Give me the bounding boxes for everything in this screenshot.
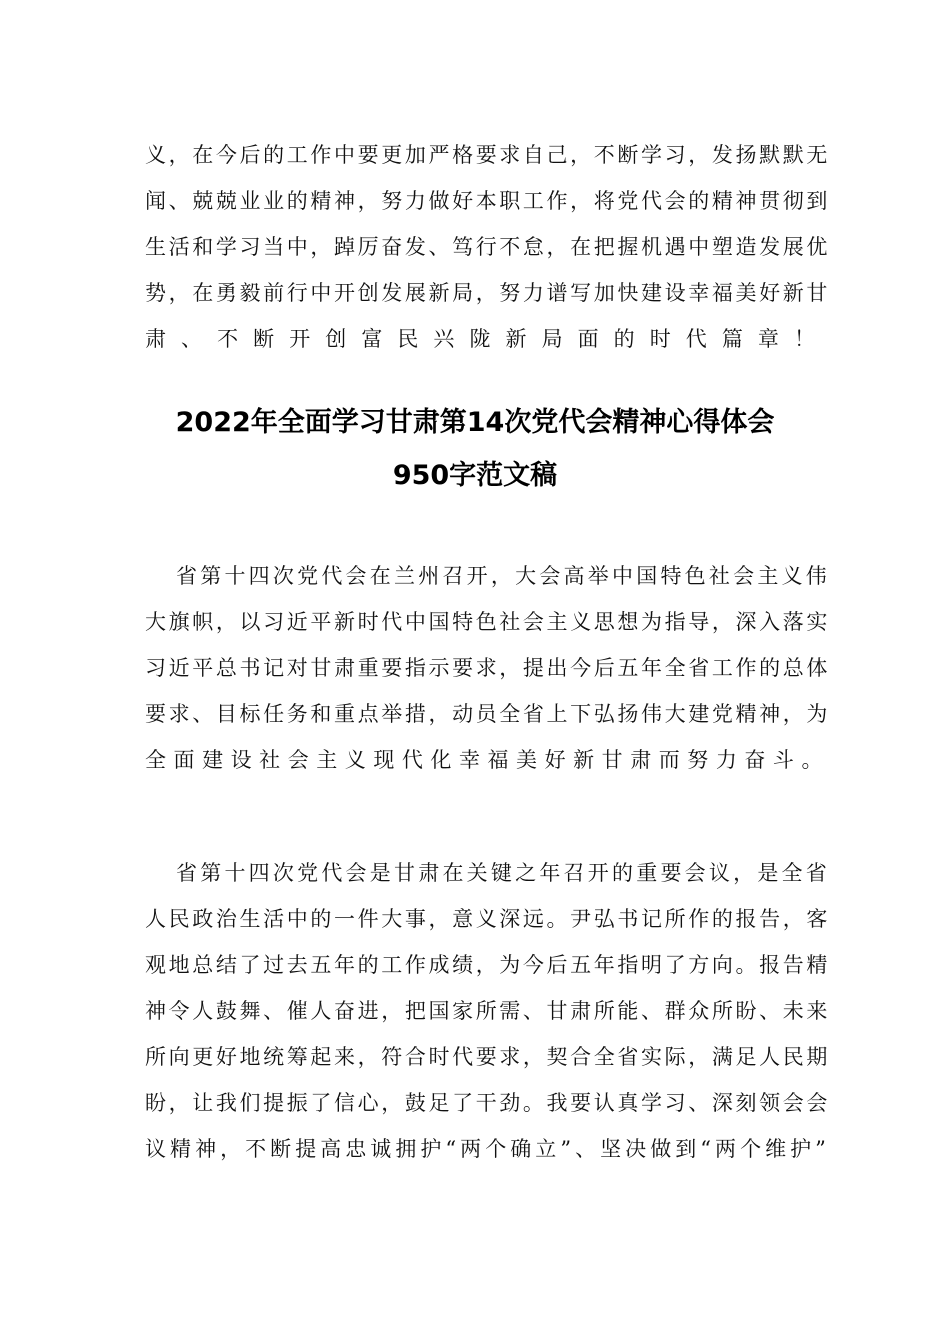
paragraph-line: 大旗帜，以习近平新时代中国特色社会主义思想为指导，深入落实 — [145, 610, 830, 634]
paragraph-line: 省第十四次党代会是甘肃在关键之年召开的重要会议，是全省 — [176, 861, 830, 885]
paragraph-line: 所向更好地统筹起来，符合时代要求，契合全省实际，满足人民期 — [145, 1045, 830, 1069]
paragraph-line: 全面建设社会主义现代化幸福美好新甘肃而努力奋斗。 — [145, 748, 830, 772]
paragraph-line: 盼，让我们提振了信心，鼓足了干劲。我要认真学习、深刻领会会 — [145, 1091, 830, 1115]
paragraph-line: 省第十四次党代会在兰州召开，大会高举中国特色社会主义伟 — [176, 564, 830, 588]
paragraph-line: 生活和学习当中，踔厉奋发、笃行不怠，在把握机遇中塑造发展优 — [145, 235, 830, 259]
paragraph-line: 义，在今后的工作中要更加严格要求自己，不断学习，发扬默默无 — [145, 143, 830, 167]
paragraph-line: 习近平总书记对甘肃重要指示要求，提出今后五年全省工作的总体 — [145, 656, 830, 680]
title-line-1: 2022年全面学习甘肃第14次党代会精神心得体会 — [175, 407, 775, 438]
paragraph-line: 神令人鼓舞、催人奋进，把国家所需、甘肃所能、群众所盼、未来 — [145, 999, 830, 1023]
paragraph-line: 势，在勇毅前行中开创发展新局，努力谱写加快建设幸福美好新甘 — [145, 281, 830, 305]
paragraph-line: 观地总结了过去五年的工作成绩，为今后五年指明了方向。报告精 — [145, 953, 830, 977]
title-line-2: 950字范文稿 — [392, 460, 558, 491]
paragraph-line: 肃、不断开创富民兴陇新局面的时代篇章！ — [145, 327, 830, 351]
paragraph-line: 人民政治生活中的一件大事，意义深远。尹弘书记所作的报告，客 — [145, 907, 830, 931]
paragraph-line: 闻、兢兢业业的精神，努力做好本职工作，将党代会的精神贯彻到 — [145, 189, 830, 213]
paragraph-line: 议精神，不断提高忠诚拥护“两个确立”、坚决做到“两个维护” — [145, 1137, 830, 1161]
paragraph-line: 要求、目标任务和重点举措，动员全省上下弘扬伟大建党精神，为 — [145, 702, 830, 726]
